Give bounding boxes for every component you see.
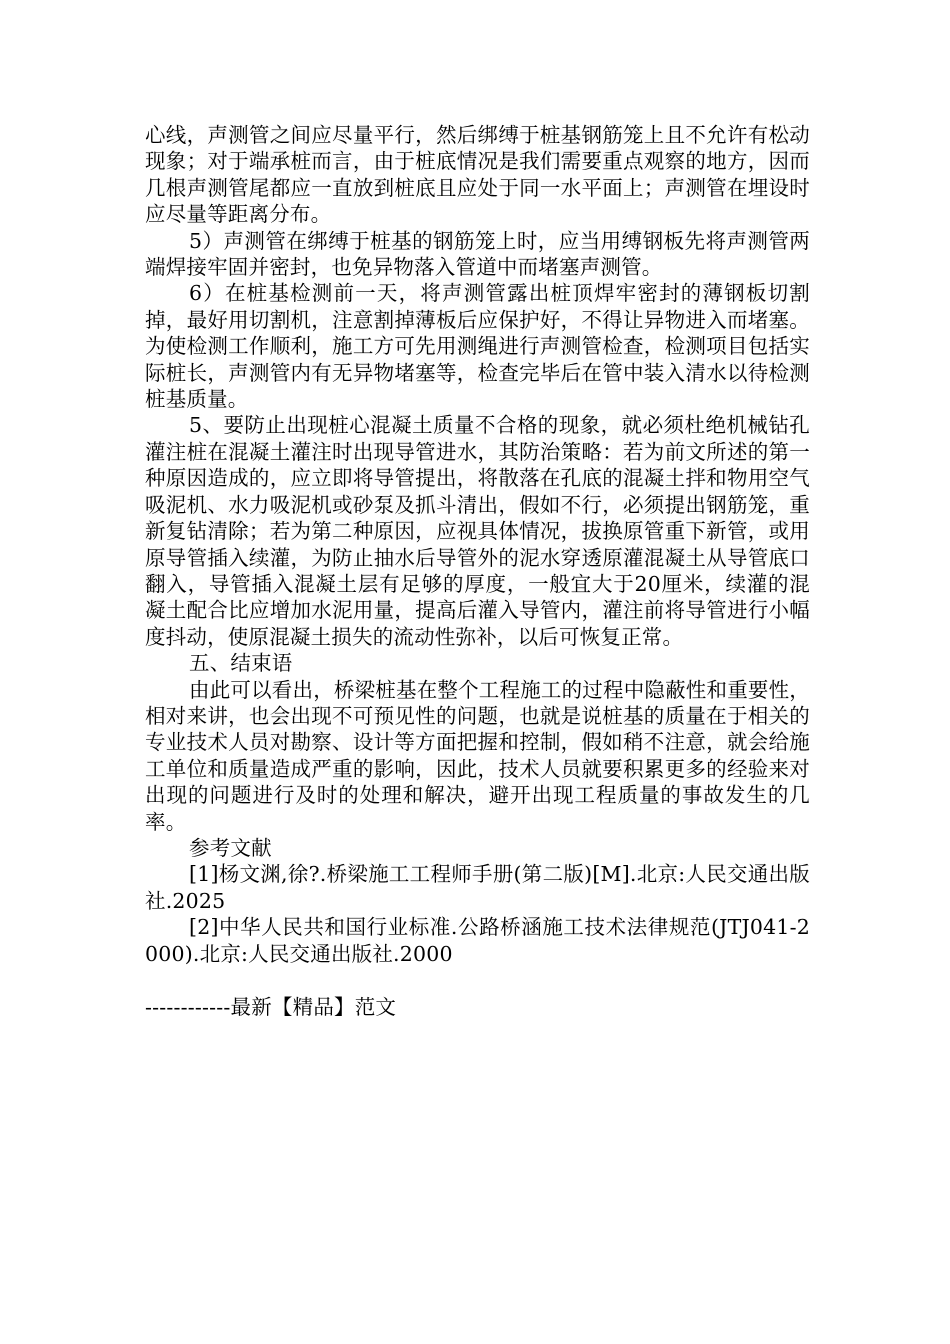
document-body <box>145 122 810 967</box>
page-footer: ------------最新【精品】范文 <box>145 995 397 1019</box>
section-heading-conclusion: 五、结束语 <box>189 651 293 676</box>
reference-item-1: [1]杨文渊,徐?.桥梁施工工程师手册(第二版)[M].北京:人民交通出版社.2025 <box>145 862 810 913</box>
paragraph-item-6-inspection: 6）在桩基检测前一天，将声测管露出桩顶焊牢密封的薄钢板切割掉，最好用切割机，注意割掉薄板后应保护好，不得让异物进入而堵塞。为使检测工作顺利，施工方可先用测绳进行声测管检查，检测项目包括实际桩长，声测管内有无异物堵塞等，检查完毕后在管中装入清水以待检测桩基质量。 <box>145 281 810 412</box>
section-heading-references: 参考文献 <box>189 835 272 860</box>
paragraph-sound-tube-continuation: 心线，声测管之间应尽量平行，然后绑缚于桩基钢筋笼上且不允许有松动现象；对于端承桩而言，由于桩底情况是我们需要重点观察的地方，因而几根声测管尾都应一直放到桩底且应处于同一水平面上；声测管在埋设时应尽量等距离分布。 <box>145 123 810 227</box>
paragraph-section-5-concrete-quality: 5、要防止出现桩心混凝土质量不合格的现象，就必须杜绝机械钻孔灌注桩在混凝土灌注时出现导管进水，其防治策略：若为前文所述的第一种原因造成的，应立即将导管提出，将散落在孔底的混凝土拌和物用空气吸泥机、水力吸泥机或砂泵及抓斗清出，假如不行，必须提出钢筋笼，重新复钻清除；若为第二种原因，应视具体情况，拔换原管重下新管，或用原导管插入续灌，为防止抽水后导管外的泥水穿透原灌混凝土从导管底口翻入，导管插入混凝土层有足够的厚度，一般宜大于20厘米，续灌的混凝土配合比应增加水泥用量，提高后灌入导管内，灌注前将导管进行小幅度抖动，使原混凝土损失的流动性弥补，以后可恢复正常。 <box>145 413 810 649</box>
paragraph-item-5-binding: 5）声测管在绑缚于桩基的钢筋笼上时，应当用缚钢板先将声测管两端焊接牢固并密封，也免异物落入管道中而堵塞声测管。 <box>145 228 810 280</box>
reference-item-2: [2]中华人民共和国行业标准.公路桥涵施工技术法律规范(JTJ041-2000).北京:人民交通出版社.2000 <box>145 915 810 966</box>
paragraph-conclusion: 由此可以看出，桥梁桩基在整个工程施工的过程中隐蔽性和重要性，相对来讲，也会出现不可预见性的问题，也就是说桩基的质量在于相关的专业技术人员对勘察、设计等方面把握和控制，假如稍不注意，就会给施工单位和质量造成严重的影响，因此，技术人员就要积累更多的经验来对出现的问题进行及时的处理和解决，避开出现工程质量的事故发生的几率。 <box>145 677 810 834</box>
